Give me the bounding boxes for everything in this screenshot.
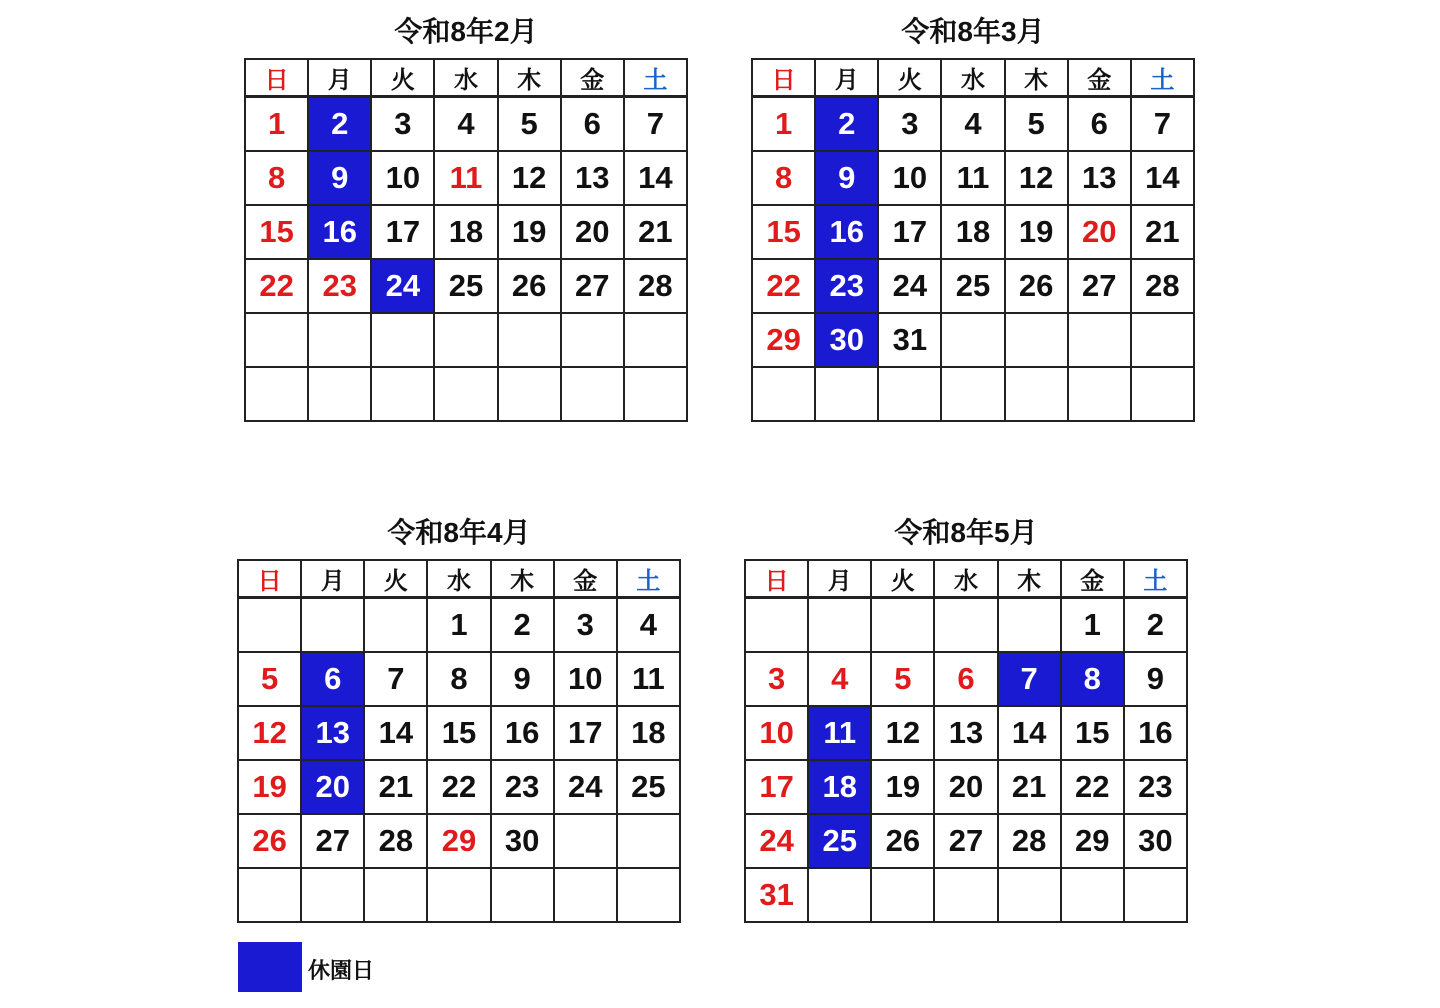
closed-day-cell: 24 [371,259,434,313]
day-cell: 8 [752,151,815,205]
calendar-march [751,16,1195,422]
week-row [752,97,1194,152]
day-cell: 26 [871,814,934,868]
day-cell: 16 [491,706,554,760]
weekday-header: 木 [998,560,1061,598]
day-cell: 7 [364,652,427,706]
closed-day-swatch [238,942,302,992]
day-cell: 3 [371,97,434,152]
day-cell: 19 [238,760,301,814]
week-row [752,205,1194,259]
weekday-header: 水 [941,59,1004,97]
week-row [245,367,687,421]
calendar-april [237,517,681,923]
calendar-title: 令和8年3月 [901,16,1045,47]
day-cell: 12 [871,706,934,760]
week-row [245,259,687,313]
empty-cell [554,868,617,922]
day-cell: 21 [1131,205,1194,259]
day-cell: 13 [1068,151,1131,205]
empty-cell [245,313,308,367]
weekday-header: 火 [371,59,434,97]
weekday-header: 土 [1131,59,1194,97]
weekday-header: 日 [238,560,301,598]
week-row [238,760,680,814]
empty-cell [998,598,1061,653]
empty-cell [871,868,934,922]
weekday-header: 金 [554,560,617,598]
day-cell: 11 [617,652,680,706]
weekday-header: 土 [1124,560,1187,598]
day-cell: 29 [752,313,815,367]
empty-cell [878,367,941,421]
week-row [745,760,1187,814]
empty-cell [941,313,1004,367]
day-cell: 22 [1061,760,1124,814]
day-cell: 5 [498,97,561,152]
empty-cell [301,868,364,922]
day-cell: 14 [624,151,687,205]
closed-day-cell: 16 [815,205,878,259]
empty-cell [561,367,624,421]
closed-day-cell: 2 [308,97,371,152]
closed-day-cell: 11 [808,706,871,760]
day-cell: 17 [554,706,617,760]
empty-cell [1131,313,1194,367]
weekday-header: 月 [815,59,878,97]
day-cell: 21 [998,760,1061,814]
day-cell: 30 [491,814,554,868]
day-cell: 28 [624,259,687,313]
empty-cell [498,367,561,421]
empty-cell [1124,868,1187,922]
empty-cell [1068,313,1131,367]
day-cell: 1 [427,598,490,653]
empty-cell [1005,313,1068,367]
empty-cell [617,814,680,868]
empty-cell [371,313,434,367]
day-cell: 15 [1061,706,1124,760]
day-cell: 3 [554,598,617,653]
day-cell: 29 [427,814,490,868]
day-cell: 28 [364,814,427,868]
empty-cell [745,598,808,653]
day-cell: 19 [871,760,934,814]
day-cell: 9 [491,652,554,706]
weekday-header: 土 [624,59,687,97]
empty-cell [434,313,497,367]
day-cell: 1 [752,97,815,152]
week-row [245,313,687,367]
day-cell: 23 [1124,760,1187,814]
week-row [752,151,1194,205]
weekday-header-row [238,560,680,598]
day-cell: 22 [752,259,815,313]
calendar-grid [237,559,681,923]
day-cell: 18 [617,706,680,760]
day-cell: 20 [1068,205,1131,259]
closed-day-cell: 7 [998,652,1061,706]
weekday-header: 水 [427,560,490,598]
empty-cell [561,313,624,367]
day-cell: 5 [1005,97,1068,152]
empty-cell [752,367,815,421]
day-cell: 31 [745,868,808,922]
weekday-header: 木 [491,560,554,598]
day-cell: 22 [427,760,490,814]
empty-cell [1131,367,1194,421]
day-cell: 27 [934,814,997,868]
weekday-header-row [245,59,687,97]
closed-day-cell: 20 [301,760,364,814]
empty-cell [941,367,1004,421]
day-cell: 8 [245,151,308,205]
day-cell: 17 [745,760,808,814]
weekday-header-row [745,560,1187,598]
weekday-header: 火 [364,560,427,598]
day-cell: 23 [491,760,554,814]
day-cell: 7 [1131,97,1194,152]
day-cell: 31 [878,313,941,367]
day-cell: 14 [998,706,1061,760]
closed-day-cell: 2 [815,97,878,152]
week-row [752,313,1194,367]
empty-cell [624,367,687,421]
weekday-header: 日 [745,560,808,598]
day-cell: 11 [941,151,1004,205]
week-row [745,814,1187,868]
day-cell: 18 [941,205,1004,259]
weekday-header: 火 [871,560,934,598]
day-cell: 17 [371,205,434,259]
day-cell: 16 [1124,706,1187,760]
empty-cell [808,868,871,922]
calendar-grid [244,58,688,422]
day-cell: 13 [561,151,624,205]
weekday-header: 月 [301,560,364,598]
week-row [238,868,680,922]
day-cell: 9 [1124,652,1187,706]
day-cell: 1 [245,97,308,152]
day-cell: 28 [998,814,1061,868]
weekday-header: 火 [878,59,941,97]
day-cell: 25 [941,259,1004,313]
weekday-header: 日 [752,59,815,97]
weekday-header: 土 [617,560,680,598]
day-cell: 25 [617,760,680,814]
day-cell: 26 [238,814,301,868]
empty-cell [308,367,371,421]
weekday-header: 水 [434,59,497,97]
week-row [745,652,1187,706]
weekday-header: 月 [308,59,371,97]
week-row [745,868,1187,922]
day-cell: 26 [498,259,561,313]
week-row [245,205,687,259]
empty-cell [245,367,308,421]
day-cell: 20 [561,205,624,259]
day-cell: 10 [554,652,617,706]
closed-day-cell: 9 [308,151,371,205]
day-cell: 6 [934,652,997,706]
closed-day-cell: 13 [301,706,364,760]
closed-day-cell: 8 [1061,652,1124,706]
day-cell: 18 [434,205,497,259]
empty-cell [238,868,301,922]
legend-label: 休園日 [308,958,375,983]
week-row [745,706,1187,760]
empty-cell [371,367,434,421]
week-row [245,97,687,152]
closed-day-cell: 6 [301,652,364,706]
day-cell: 2 [1124,598,1187,653]
day-cell: 14 [364,706,427,760]
empty-cell [624,313,687,367]
empty-cell [308,313,371,367]
day-cell: 6 [1068,97,1131,152]
empty-cell [1005,367,1068,421]
day-cell: 15 [752,205,815,259]
day-cell: 2 [491,598,554,653]
weekday-header: 月 [808,560,871,598]
empty-cell [815,367,878,421]
day-cell: 7 [624,97,687,152]
calendar-grid [751,58,1195,422]
empty-cell [498,313,561,367]
day-cell: 5 [238,652,301,706]
day-cell: 30 [1124,814,1187,868]
day-cell: 11 [434,151,497,205]
day-cell: 14 [1131,151,1194,205]
day-cell: 8 [427,652,490,706]
empty-cell [364,598,427,653]
empty-cell [364,868,427,922]
calendar-title: 令和8年5月 [894,517,1038,548]
week-row [238,652,680,706]
empty-cell [554,814,617,868]
empty-cell [934,868,997,922]
day-cell: 15 [245,205,308,259]
closed-day-cell: 18 [808,760,871,814]
day-cell: 5 [871,652,934,706]
week-row [245,151,687,205]
week-row [238,598,680,653]
day-cell: 4 [941,97,1004,152]
empty-cell [871,598,934,653]
closed-day-cell: 16 [308,205,371,259]
day-cell: 27 [561,259,624,313]
day-cell: 19 [498,205,561,259]
week-row [752,259,1194,313]
empty-cell [617,868,680,922]
empty-cell [1068,367,1131,421]
week-row [238,814,680,868]
day-cell: 27 [1068,259,1131,313]
day-cell: 12 [238,706,301,760]
day-cell: 12 [1005,151,1068,205]
day-cell: 22 [245,259,308,313]
empty-cell [491,868,554,922]
day-cell: 28 [1131,259,1194,313]
weekday-header: 金 [1061,560,1124,598]
day-cell: 10 [745,706,808,760]
calendar-title: 令和8年2月 [394,16,538,47]
empty-cell [427,868,490,922]
weekday-header-row [752,59,1194,97]
day-cell: 24 [878,259,941,313]
closed-day-cell: 9 [815,151,878,205]
calendar-may [744,517,1188,923]
weekday-header: 木 [498,59,561,97]
empty-cell [434,367,497,421]
day-cell: 20 [934,760,997,814]
day-cell: 12 [498,151,561,205]
day-cell: 15 [427,706,490,760]
day-cell: 17 [878,205,941,259]
closed-day-cell: 30 [815,313,878,367]
day-cell: 3 [745,652,808,706]
calendar-grid [744,559,1188,923]
empty-cell [1061,868,1124,922]
empty-cell [301,598,364,653]
day-cell: 24 [554,760,617,814]
calendar-february [244,16,688,422]
week-row [238,706,680,760]
day-cell: 29 [1061,814,1124,868]
week-row [745,598,1187,653]
empty-cell [238,598,301,653]
weekday-header: 木 [1005,59,1068,97]
week-row [752,367,1194,421]
day-cell: 4 [617,598,680,653]
day-cell: 6 [561,97,624,152]
day-cell: 10 [371,151,434,205]
day-cell: 13 [934,706,997,760]
day-cell: 23 [308,259,371,313]
day-cell: 4 [434,97,497,152]
day-cell: 21 [364,760,427,814]
calendar-title: 令和8年4月 [387,517,531,548]
day-cell: 4 [808,652,871,706]
day-cell: 26 [1005,259,1068,313]
empty-cell [998,868,1061,922]
day-cell: 1 [1061,598,1124,653]
empty-cell [808,598,871,653]
day-cell: 27 [301,814,364,868]
day-cell: 21 [624,205,687,259]
day-cell: 10 [878,151,941,205]
closed-day-cell: 23 [815,259,878,313]
day-cell: 24 [745,814,808,868]
weekday-header: 日 [245,59,308,97]
weekday-header: 金 [561,59,624,97]
empty-cell [934,598,997,653]
closed-day-cell: 25 [808,814,871,868]
day-cell: 19 [1005,205,1068,259]
day-cell: 25 [434,259,497,313]
weekday-header: 金 [1068,59,1131,97]
day-cell: 3 [878,97,941,152]
weekday-header: 水 [934,560,997,598]
